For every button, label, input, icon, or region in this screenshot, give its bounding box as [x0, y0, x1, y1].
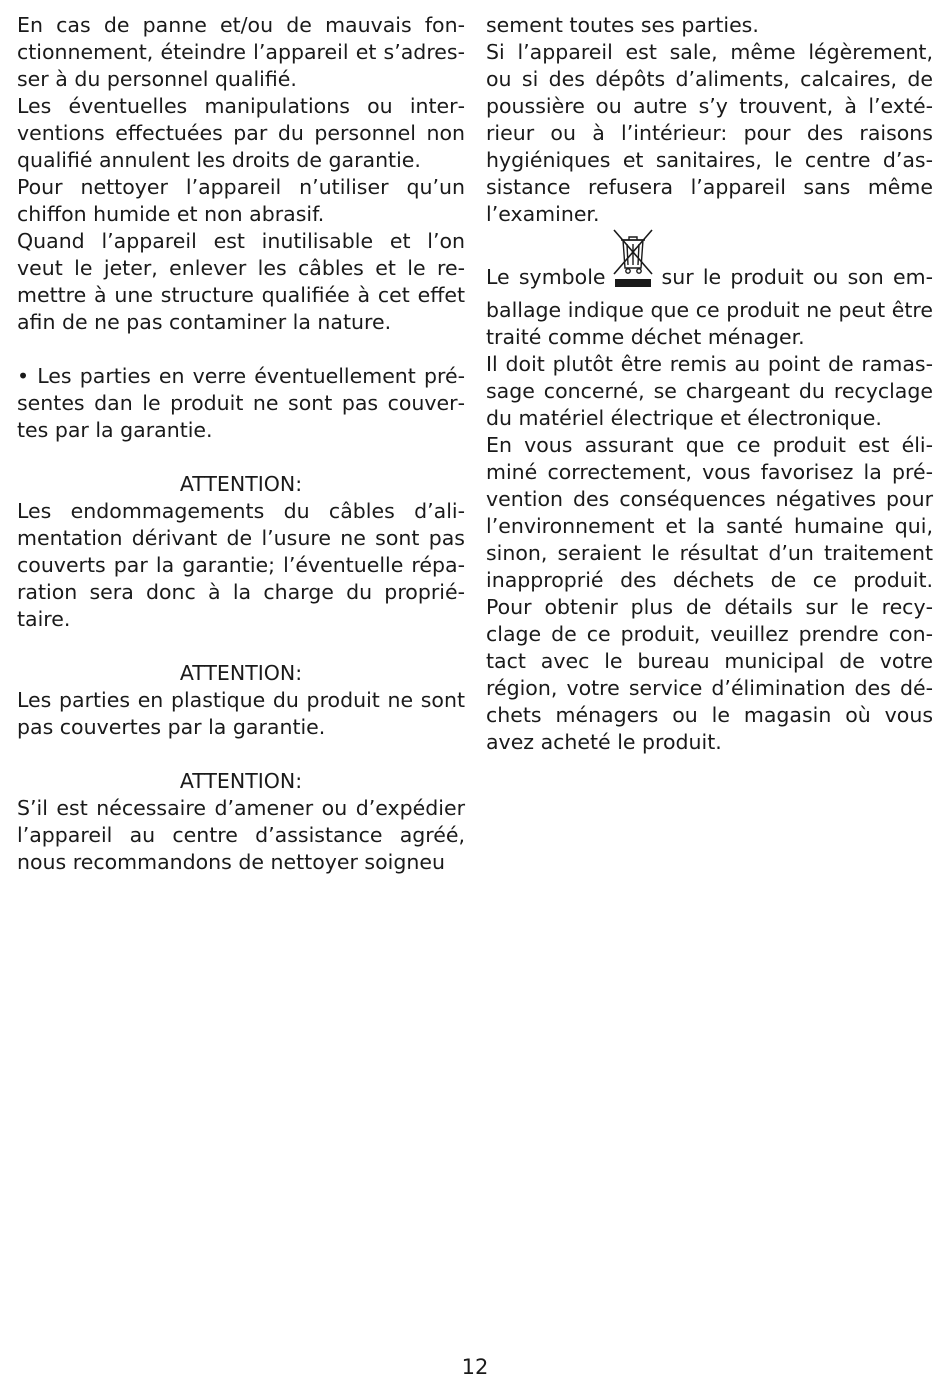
paragraph-mise-au-rebut: Quand l’appareil est inutilisable et l’on veut le jeter, enlever les câbles et le remettre à une structure qualifiée à cet effet afin de ne pas contaminer la nature.: [17, 229, 465, 334]
paragraph-expedition-cont: sement toutes ses parties.: [486, 13, 759, 37]
paragraph-symbole: [486, 228, 933, 351]
paragraph-panne: En cas de panne et/ou de mauvais fonctionnement, éteindre l’appareil et s’adresser à du personnel qualifié.: [17, 13, 465, 91]
symbol-text-after: sur le produit ou son emballage indique que ce produit ne peut être traité comme déchet ménager.: [486, 265, 933, 349]
left-column: [17, 12, 465, 876]
paragraph-cables: Les endommagements du câbles d’alimentation dérivant de l’usure ne sont pas couverts par la garantie; l’éventuelle réparation sera donc à la charge du propriétaire.: [17, 499, 465, 631]
paragraph-expedition: S’il est nécessaire d’amener ou d’expédier l’appareil au centre d’assistance agréé, nous recommandons de nettoyer soigneu: [17, 796, 465, 874]
symbol-text-before: Le symbole: [486, 265, 606, 289]
crossed-out-wheelie-bin-icon: [610, 228, 656, 297]
spacer: [17, 633, 465, 660]
attention-heading: ATTENTION:: [179, 472, 303, 496]
paragraph-nettoyage: Pour nettoyer l’appareil n’utiliser qu’un chiffon humide et non abrasif.: [17, 175, 465, 226]
spacer: [17, 741, 465, 768]
paragraph-verre: • Les parties en verre éventuellement présentes dan le produit ne sont pas couvertes par la garantie.: [17, 364, 465, 442]
paragraph-appareil-sale: Si l’appareil est sale, même légèrement, ou si des dépôts d’aliments, calcaires, de poussière ou autre s’y trouvent, à l’extérieur ou à l’intérieur: pour des raisons hygiéniques et sanitaires, le centre d’assistance refusera l’appareil sans même l’examiner.: [486, 40, 933, 226]
page-number: 12: [461, 1355, 489, 1379]
right-column: [486, 12, 933, 756]
paragraph-recyclage: En vous assurant que ce produit est éliminé correctement, vous favorisez la prévention des conséquences négatives pour l’environnement et la santé humaine qui, sinon, seraient le résultat d’un traitement inapproprié des déchets de ce produit. Pour obtenir plus de détails sur le recyclage de ce produit, veuillez prendre contact avec le bureau municipal de votre région, votre service d’élimination des déchets ménagers ou le magasin où vous avez acheté le produit.: [486, 433, 933, 754]
spacer: [17, 444, 465, 471]
attention-heading: ATTENTION:: [179, 661, 303, 685]
spacer: [17, 336, 465, 363]
attention-heading: ATTENTION:: [179, 769, 303, 793]
paragraph-plastique: Les parties en plastique du produit ne sont pas couvertes par la garantie.: [17, 688, 465, 739]
paragraph-manipulations: Les éventuelles manipulations ou interventions effectuées par du personnel non qualifié annulent les droits de garantie.: [17, 94, 465, 172]
paragraph-ramassage: Il doit plutôt être remis au point de ramassage concerné, se chargeant du recyclage du matériel électrique et électronique.: [486, 352, 933, 430]
